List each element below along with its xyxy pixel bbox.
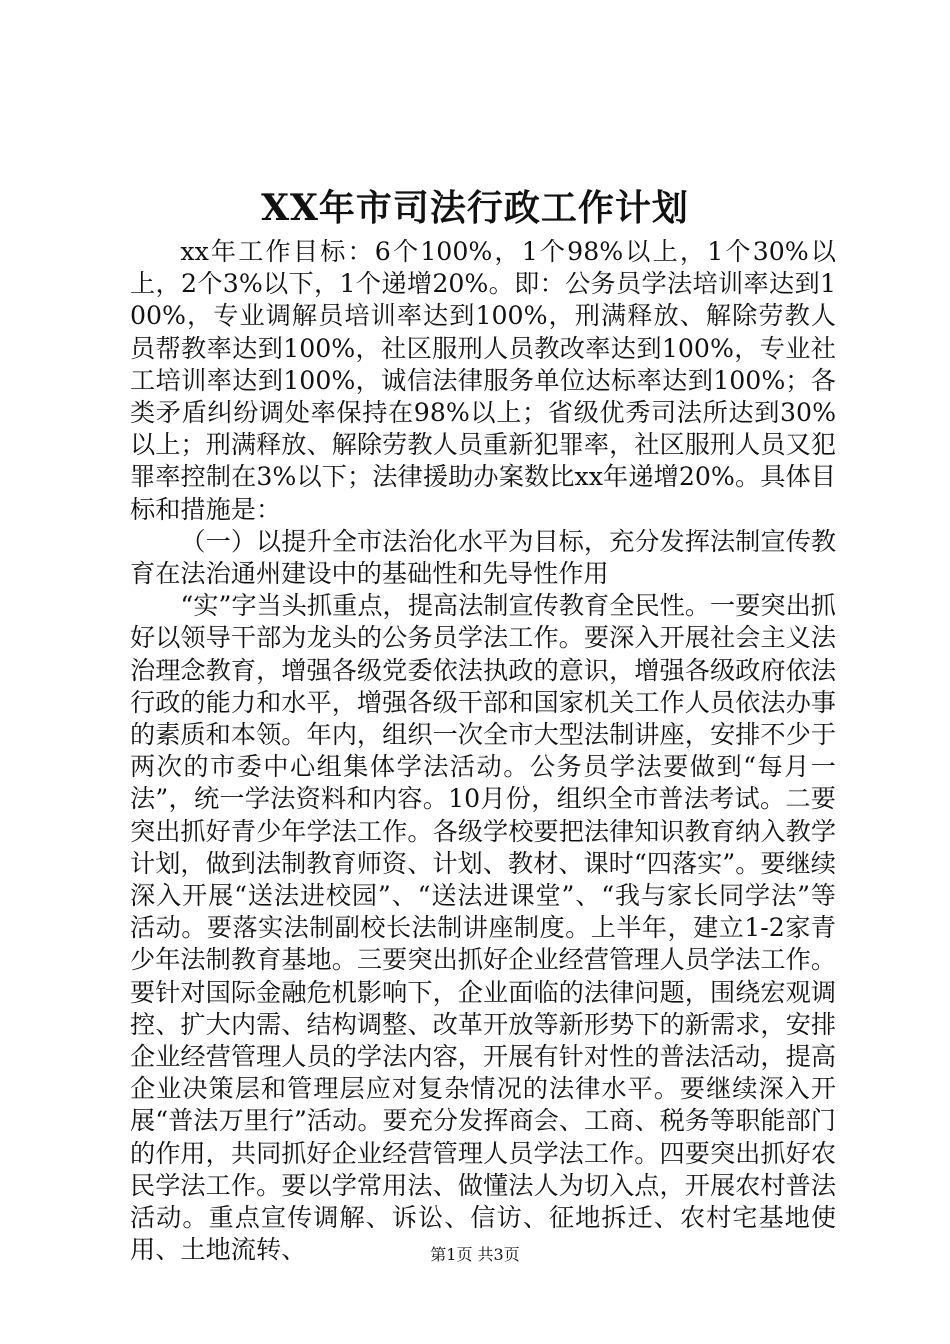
- paragraph-section-heading: （一）以提升全市法治化水平为目标，充分发挥法制宣传教育在法治通州建设中的基础性和先导性作用: [130, 526, 836, 589]
- paragraph-goals: xx年工作目标：6个100%，1个98%以上，1个30%以上，2个3%以下，1个递增20%。即：公务员学法培训率达到100%，专业调解员培训率达到100%，刑满释放、解除劳教人员帮教率达到100%，社区服刑人员教改率达到100%，专业社工培训率达到100%，诚信法律服务单位达标率达到100%；各类矛盾纠纷调处率保持在98%以上；省级优秀司法所达到30%以上；刑满释放、解除劳教人员重新犯罪率，社区服刑人员又犯罪率控制在3%以下；法律援助办案数比xx年递增20%。具体目标和措施是：: [130, 237, 836, 524]
- paragraph-measures: “实”字当头抓重点，提高法制宣传教育全民性。一要突出抓好以领导干部为龙头的公务员学法工作。要深入开展社会主义法治理念教育，增强各级党委依法执政的意识，增强各级政府依法行政的能力和水平，增强各级干部和国家机关工作人员依法办事的素质和本领。年内，组织一次全市大型法制讲座，安排不少于两次的市委中心组集体学法活动。公务员学法要做到“每月一法”，统一学法资料和内容。10月份，组织全市普法考试。二要突出抓好青少年学法工作。各级学校要把法律知识教育纳入教学计划，做到法制教育师资、计划、教材、课时“四落实”。要继续深入开展“送法进校园”、“送法进课堂”、“我与家长同学法”等活动。要落实法制副校长法制讲座制度。上半年，建立1-2家青少年法制教育基地。三要突出抓好企业经营管理人员学法工作。要针对国际金融危机影响下，企业面临的法律问题，围绕宏观调控、扩大内需、结构调整、改革开放等新形势下的新需求，安排企业经营管理人员的学法内容，开展有针对性的普法活动，提高企业决策层和管理层应对复杂情况的法律水平。要继续深入开展“普法万里行”活动。要充分发挥商会、工商、税务等职能部门的作用，共同抓好企业经营管理人员学法工作。四要突出抓好农民学法工作。要以学常用法、做懂法人为切入点，开展农村普法活动。重点宣传调解、诉讼、信访、征地拆迁、农村宅基地使用、土地流转、: [130, 591, 836, 1265]
- page-footer: 第1页 共3页: [430, 1245, 520, 1264]
- document-body: [130, 236, 836, 1267]
- document-title: XX年市司法行政工作计划: [261, 187, 689, 229]
